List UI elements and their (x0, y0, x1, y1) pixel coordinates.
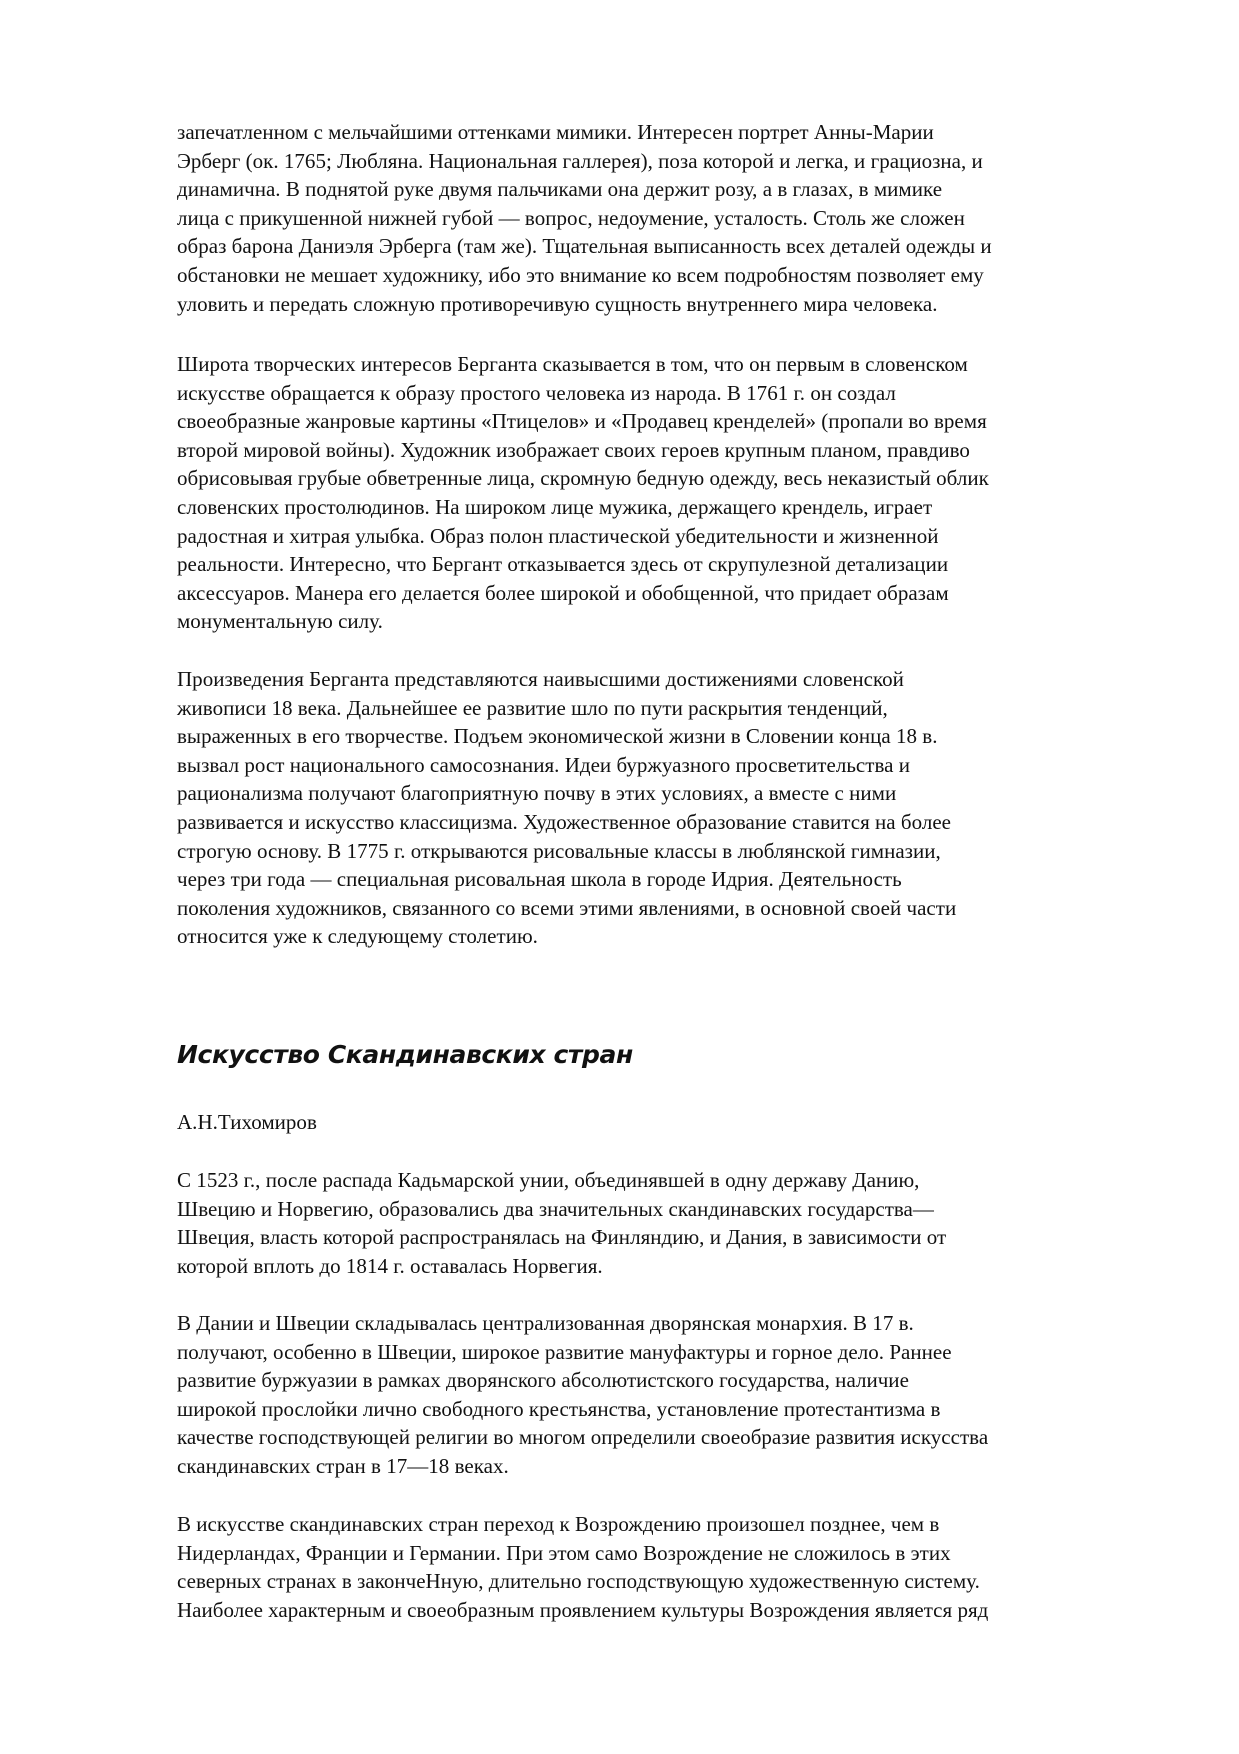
text-line: радостная и хитрая улыбка. Образ полон пластической убедительности и жизненной (177, 523, 939, 548)
text-line: аксессуаров. Манера его делается более широкой и обобщенной, что придает образам (177, 580, 949, 605)
text-line: А.Н.Тихомиров (177, 1110, 317, 1134)
text-line: обстановки не мешает художнику, ибо это внимание ко всем подробностям позволяет ему (177, 262, 984, 287)
text-line: которой вплоть до 1814 г. оставалась Норвегия. (177, 1253, 603, 1278)
paragraph-slovenian-painting (177, 665, 956, 951)
paragraph-renaissance (177, 1510, 988, 1624)
text-line: образ барона Даниэля Эрберга (там же). Тщательная выписанность всех деталей одежды и (177, 234, 992, 259)
text-line: поколения художников, связанного со всеми этими явлениями, в основной своей части (177, 895, 957, 920)
text-line: вызвал рост национального самосознания. Идеи буржуазного просветительства и (177, 752, 910, 777)
text-line: обрисовывая грубые обветренные лица, скромную бедную одежду, весь неказистый облик (177, 466, 989, 491)
text-line: реальности. Интересно, что Бергант отказывается здесь от скрупулезной детализации (177, 552, 949, 577)
text-line: относится уже к следующему столетию. (177, 924, 538, 949)
text-line: Эрберг (ок. 1765; Любляна. Национальная галлерея), поза которой и легка, и грациозна, и (177, 148, 983, 173)
text-line: В искусстве скандинавских стран переход к Возрождению произошел позднее, чем в (177, 1512, 940, 1536)
text-line: Произведения Берганта представляются наивысшими достижениями словенской (177, 667, 904, 691)
author-name (177, 1108, 317, 1137)
paragraph-bergant-interests (177, 350, 989, 636)
text-line: Наиболее характерным и своеобразным проявлением культуры Возрождения является ряд (177, 1597, 989, 1622)
text-line: запечатленном с мельчайшими оттенками мимики. Интересен портрет Анны-Марии (177, 120, 934, 144)
paragraph-anna-maria-portrait (177, 118, 992, 318)
text-line: Нидерландах, Франции и Германии. При этом само Возрождение не сложилось в этих (177, 1540, 951, 1565)
text-line: живописи 18 века. Дальнейшее ее развитие шло по пути раскрытия тенденций, (177, 695, 888, 720)
text-line: динамична. В поднятой руке двумя пальчиками она держит розу, а в глазах, в мимике (177, 177, 943, 202)
text-line: лица с прикушенной нижней губой — вопрос, недоумение, усталость. Столь же сложен (177, 205, 965, 230)
text-line: словенских простолюдинов. На широком лице мужика, держащего крендель, играет (177, 494, 933, 519)
section-heading: Искусство Скандинавских стран (177, 1040, 633, 1069)
paragraph-kalmar-union (177, 1166, 946, 1280)
text-line: получают, особенно в Швеции, широкое развитие мануфактуры и горное дело. Раннее (177, 1339, 952, 1364)
text-line: Широта творческих интересов Берганта сказывается в том, что он первым в словенском (177, 352, 968, 376)
text-line: через три года — специальная рисовальная школа в городе Идрия. Деятельность (177, 867, 902, 892)
text-line: качестве господствующей религии во многом определили своеобразие развития искусства (177, 1425, 989, 1450)
text-line: Швеция, власть которой распространялась на Финляндию, и Дания, в зависимости от (177, 1225, 947, 1250)
paragraph-monarchy (177, 1309, 988, 1481)
text-line: В Дании и Швеции складывалась централизованная дворянская монархия. В 17 в. (177, 1311, 914, 1335)
text-line: искусстве обращается к образу простого человека из народа. В 1761 г. он создал (177, 380, 896, 405)
text-line: монументальную силу. (177, 609, 383, 634)
text-line: своеобразные жанровые картины «Птицелов» и «Продавец кренделей» (пропали во время (177, 409, 987, 434)
text-line: развитие буржуазии в рамках дворянского абсолютистского государства, наличие (177, 1368, 909, 1393)
text-line: уловить и передать сложную противоречивую сущность внутреннего мира человека. (177, 291, 938, 316)
text-line: Швецию и Норвегию, образовались два значительных скандинавских государства— (177, 1196, 934, 1221)
text-line: широкой прослойки лично свободного крестьянства, установление протестантизма в (177, 1396, 941, 1421)
text-line: скандинавских стран в 17—18 веках. (177, 1453, 509, 1478)
text-line: второй мировой войны). Художник изображает своих героев крупным планом, правдиво (177, 437, 970, 462)
text-line: выраженных в его творчестве. Подъем экономической жизни в Словении конца 18 в. (177, 724, 938, 749)
text-line: рационализма получают благоприятную почву в этих условиях, а вместе с ними (177, 781, 897, 806)
text-line: С 1523 г., после распада Кадьмарской унии, объединявшей в одну державу Данию, (177, 1168, 920, 1192)
text-line: строгую основу. В 1775 г. открываются рисовальные классы в люблянской гимназии, (177, 838, 941, 863)
text-line: развивается и искусство классицизма. Художественное образование ставится на более (177, 809, 952, 834)
text-line: северных странах в закончеНную, длительно господствующую художественную систему. (177, 1569, 980, 1594)
